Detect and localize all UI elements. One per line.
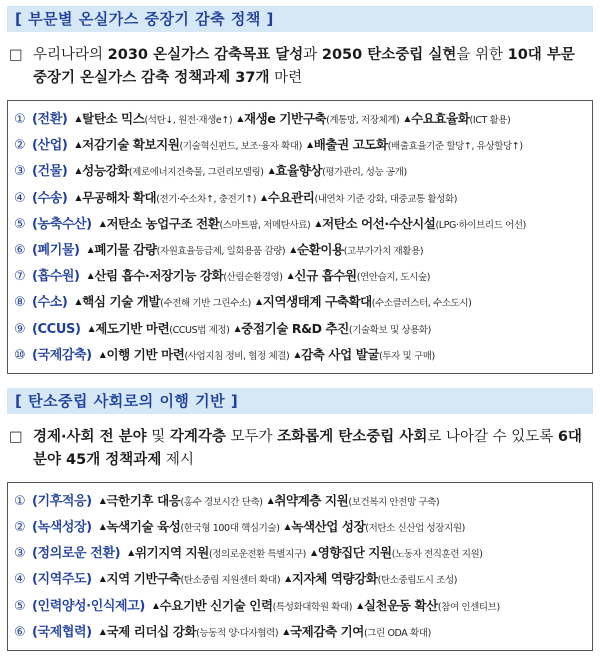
triangle-bullet-icon: ▲ [285,574,291,584]
item-key-policy: 제도기반 마련 [95,320,170,336]
item-number: ⑨ [14,321,26,337]
triangle-bullet-icon: ▲ [315,218,322,228]
item-detail: (제로에너지건축물, 그린리모델링) [128,167,264,179]
item-category: (건물) [32,164,68,180]
list-item [14,237,584,263]
triangle-bullet-icon: ▲ [88,323,95,333]
triangle-bullet-icon: ▲ [267,495,274,505]
item-key-policy: 취약계층 지원 [274,492,349,508]
section-title-transition-basis: [ 탄소중립 사회로의 이행 기반 ] [7,388,593,414]
list-item [14,263,584,289]
item-key-policy: 이행 기반 마련 [106,346,185,362]
intro-emphasis: 6대 분야 45개 정책과제 [33,428,582,468]
triangle-bullet-icon: ▲ [75,297,82,307]
item-detail: (내연차 기준 강화, 대중교통 활성화) [314,193,458,205]
item-key-policy: 국제감축 기여 [289,623,364,639]
triangle-bullet-icon: ▲ [99,349,106,359]
item-key-policy: 신규 흡수원 [294,268,357,284]
item-number: ④ [14,572,26,588]
section-title-sector-policy: [ 부문별 온실가스 중장기 감축 정책 ] [7,6,593,32]
triangle-bullet-icon: ▲ [152,600,159,610]
intro-emphasis: 조화롭게 탄소중립 사회 [277,428,428,445]
item-key-policy: 녹색기술 육성 [106,519,181,535]
item-detail: (사업지침 정비, 협정 체결) [184,350,290,362]
triangle-bullet-icon: ▲ [256,297,262,307]
item-number: ⑦ [14,269,26,285]
item-detail: (노동자 전직훈련 지원) [391,549,483,561]
item-detail: (능동적 양·다자협력) [196,627,279,639]
item-detail: (계통망, 저장체계) [326,115,400,126]
item-category: (폐기물) [32,242,80,258]
intro-emphasis: 2030 온실가스 감축목표 달성 [107,47,304,63]
item-key-policy: 중점기술 R&D 추진 [241,320,349,336]
item-detail: (기술확보 및 상용화) [348,324,431,336]
item-category: (CCUS) [32,321,81,337]
triangle-bullet-icon: ▲ [283,626,289,636]
item-key-policy: 녹색산업 성장 [291,519,366,535]
list-item [14,619,584,645]
item-key-policy: 수요기반 신기술 인력 [159,597,273,613]
item-detail: (탄소중립 지원센터 확대) [180,575,281,587]
triangle-bullet-icon: ▲ [234,323,241,333]
triangle-bullet-icon: ▲ [87,244,94,254]
item-number: ③ [14,164,26,180]
item-key-policy: 저탄소 농업구조 전환 [106,215,220,231]
item-key-policy: 실천운동 확산 [363,597,438,613]
triangle-bullet-icon: ▲ [290,244,296,254]
item-number: ⑧ [14,295,26,311]
item-key-policy: 효율향상 [275,163,323,179]
item-number: ⑤ [14,598,26,614]
item-category: (국제감축) [32,347,92,363]
policy-list-box [7,482,593,651]
triangle-bullet-icon: ▲ [261,192,267,202]
triangle-bullet-icon: ▲ [99,218,106,228]
intro-emphasis: 각계각층 [169,428,226,445]
item-category: (녹색성장) [32,520,92,536]
item-key-policy: 저탄소 어선·수산시설 [322,215,436,231]
item-detail: (ICT 활용) [469,115,511,126]
item-detail: (투자 및 구매) [379,350,435,362]
item-detail: (참여 인센티브) [437,601,500,613]
triangle-bullet-icon: ▲ [75,114,82,123]
list-item [14,289,584,315]
item-key-policy: 지역 기반구축 [106,571,181,587]
item-key-policy: 순환이용 [297,241,344,257]
triangle-bullet-icon: ▲ [128,548,134,558]
item-number: ② [14,138,26,154]
item-detail: (석탄↓, 원전·재생e↑) [144,115,233,126]
list-item [14,132,584,158]
item-detail: (전기·수소차↑, 충전기↑) [156,193,256,205]
item-category: (산업) [32,138,68,154]
item-category: (인력양성·인식제고) [32,598,145,614]
item-category: (기후적응) [32,493,92,509]
item-key-policy: 위기지역 지원 [134,545,209,561]
item-number: ③ [14,546,26,562]
item-detail: (LPG·하이브리드 어선) [435,219,526,231]
list-item [14,185,584,211]
item-category: (흡수원) [32,269,80,285]
item-key-policy: 성능강화 [82,163,129,179]
item-detail: (홍수 경보시간 단축) [180,496,263,508]
item-detail: (저탄소 신산업 성장지원) [365,523,465,535]
triangle-bullet-icon: ▲ [268,166,275,176]
item-key-policy: 탈탄소 믹스 [82,111,145,126]
intro-text: 우리나라의 [33,47,108,63]
list-item [14,540,584,566]
square-bullet-icon: □ [9,428,23,445]
item-detail: (자원효율등급제, 일회용품 감량) [156,245,286,257]
item-key-policy: 핵심 기술 개발 [82,294,161,310]
item-number: ⑥ [14,242,26,258]
item-detail: (보건복지 안전망 구축) [348,496,440,508]
item-category: (수송) [32,190,68,206]
triangle-bullet-icon: ▲ [404,114,411,123]
item-key-policy: 수요효율화 [411,111,470,126]
policy-list-box [7,100,593,374]
item-detail: (고부가가치 재활용) [343,245,424,257]
list-item [14,211,584,237]
item-key-policy: 영향집단 지원 [317,545,392,561]
item-key-policy: 산림 흡수·저장기능 강화 [94,268,224,284]
intro-emphasis: 10대 부문 중장기 온실가스 감축 정책과제 37개 [33,47,575,86]
triangle-bullet-icon: ▲ [357,600,363,610]
item-category: (정의로운 전환) [32,546,121,562]
intro-text: 제시 [161,451,194,468]
triangle-bullet-icon: ▲ [287,271,294,281]
intro-text: 을 위한 [456,47,508,63]
triangle-bullet-icon: ▲ [310,548,317,558]
item-detail: (한국형 100대 핵심기술) [180,523,280,535]
item-key-policy: 지역생태계 구축확대 [262,294,372,310]
item-detail: (산림순환경영) [223,272,283,284]
intro-text: 마련 [269,70,303,86]
list-item [14,106,584,132]
item-detail: (탄소중립도시 조성) [377,575,458,587]
item-key-policy: 재생e 기반구축 [243,111,327,126]
item-detail: (수전해 기반 그린수소) [160,298,251,310]
item-detail: (수소클러스터, 수소도시) [371,298,472,310]
item-category: (전환) [32,112,68,127]
item-detail: (스마트팜, 저메탄사료) [219,219,311,231]
section-intro [7,426,593,472]
triangle-bullet-icon: ▲ [284,522,291,532]
item-number: ⑤ [14,216,26,232]
list-item [14,566,584,592]
triangle-bullet-icon: ▲ [75,140,82,150]
item-key-policy: 극한기후 대응 [106,492,181,508]
triangle-bullet-icon: ▲ [75,192,82,202]
item-detail: (평가관리, 성능 공개) [322,167,407,179]
item-detail: (배출효율기준 할당↑, 유상할당↑) [387,141,523,153]
item-detail: (특성화대학원 확대) [272,601,353,613]
item-key-policy: 감축 사업 발굴 [301,346,380,362]
item-number: ④ [14,190,26,206]
triangle-bullet-icon: ▲ [294,349,301,359]
list-item [14,593,584,619]
intro-emphasis: 경제·사회 전 분야 [33,428,147,445]
item-number: ② [14,520,26,536]
item-number: ① [14,112,26,127]
item-key-policy: 폐기물 감량 [94,241,157,257]
item-key-policy: 배출권 고도화 [313,137,388,153]
triangle-bullet-icon: ▲ [306,140,313,150]
item-number: ⑩ [14,347,26,363]
intro-text: 로 나아갈 수 있도록 [427,428,558,445]
triangle-bullet-icon: ▲ [99,574,106,584]
item-key-policy: 지자체 역량강화 [291,571,378,587]
triangle-bullet-icon: ▲ [87,271,94,281]
item-detail: (CCUS법 제정) [169,324,230,336]
item-detail: (정의로운전환 특별지구) [208,549,306,561]
item-number: ① [14,493,26,509]
item-category: (수소) [32,295,68,311]
list-item [14,514,584,540]
list-item [14,316,584,342]
item-category: (농축수산) [32,216,92,232]
item-detail: (기술혁신펀드, 보조·융자 확대) [179,141,302,153]
intro-text: 및 [146,428,170,445]
triangle-bullet-icon: ▲ [237,114,243,123]
item-number: ⑥ [14,624,26,640]
triangle-bullet-icon: ▲ [75,166,82,176]
triangle-bullet-icon: ▲ [99,626,106,636]
intro-text: 과 [303,47,322,63]
item-key-policy: 수요관리 [267,189,315,205]
list-item [14,488,584,514]
intro-emphasis: 2050 탄소중립 실현 [321,47,457,63]
document-page [7,6,593,651]
section-intro [7,44,593,90]
triangle-bullet-icon: ▲ [99,495,106,505]
triangle-bullet-icon: ▲ [99,522,106,532]
item-detail: (그린 ODA 확대) [363,627,431,639]
intro-text: 모두가 [225,428,278,445]
item-category: (국제협력) [32,624,92,640]
square-bullet-icon: □ [9,47,23,63]
item-key-policy: 국제 리더십 강화 [106,623,197,639]
item-key-policy: 무공해차 확대 [82,189,157,205]
item-category: (지역주도) [32,572,92,588]
list-item [14,158,584,184]
list-item [14,342,584,368]
item-detail: (연안습지, 도시숲) [356,272,431,284]
item-key-policy: 저감기술 확보지원 [82,137,180,153]
